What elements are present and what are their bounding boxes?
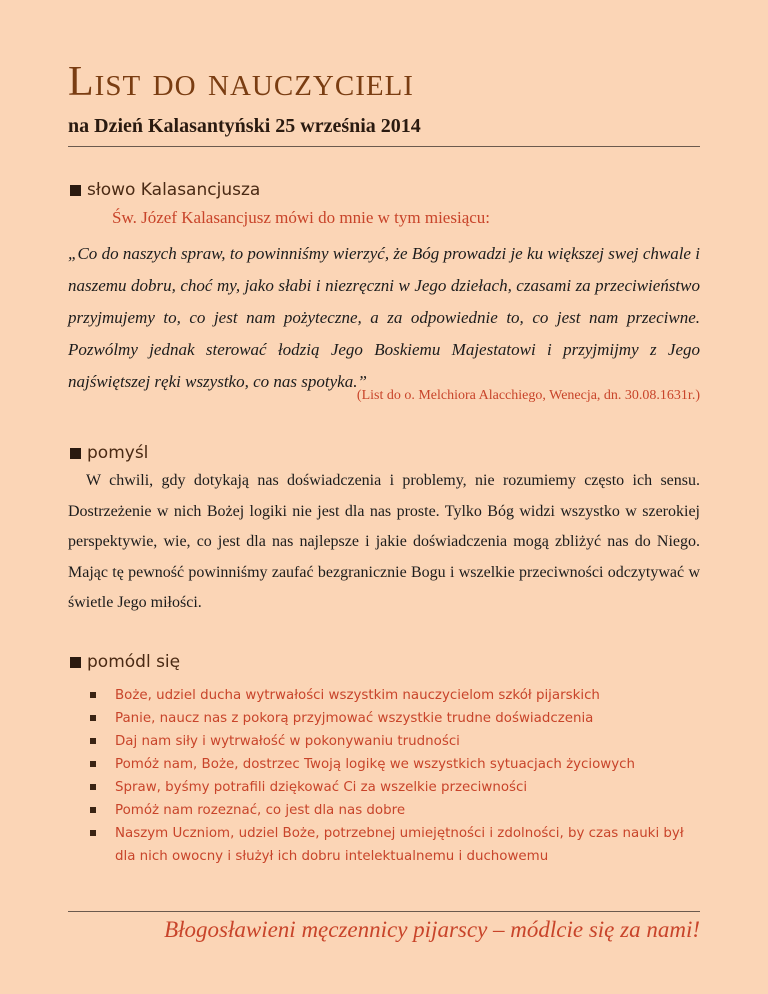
square-bullet-icon bbox=[90, 738, 96, 744]
section-heading-label: pomyśl bbox=[87, 443, 149, 463]
section-heading-think bbox=[70, 443, 148, 463]
header-divider bbox=[68, 146, 700, 147]
square-bullet-icon bbox=[90, 807, 96, 813]
quote-intro: Św. Józef Kalasancjusz mówi do mnie w tym miesiącu: bbox=[112, 208, 491, 227]
list-item: Boże, udziel ducha wytrwałości wszystkim nauczycielom szkół pijarskich bbox=[90, 684, 700, 707]
document-page bbox=[68, 0, 700, 994]
page-subtitle: na Dzień Kalasantyński 25 września 2014 bbox=[68, 115, 421, 137]
square-bullet-icon bbox=[90, 830, 96, 836]
list-item: Pomóż nam, Boże, dostrzec Twoją logikę we wszystkich sytuacjach życiowych bbox=[90, 753, 700, 776]
prayer-list bbox=[90, 684, 700, 868]
section-heading-word bbox=[70, 180, 260, 200]
section-heading-label: pomódl się bbox=[87, 652, 181, 672]
square-bullet-icon bbox=[90, 715, 96, 721]
footer-invocation: Błogosławieni męczennicy pijarscy – módlcie się za nami! bbox=[164, 917, 700, 942]
section-heading-pray bbox=[70, 652, 180, 672]
list-item: Spraw, byśmy potrafili dziękować Ci za wszelkie przeciwności bbox=[90, 776, 700, 799]
list-item: Pomóż nam rozeznać, co jest dla nas dobre bbox=[90, 799, 700, 822]
square-bullet-icon bbox=[70, 657, 81, 668]
square-bullet-icon bbox=[90, 784, 96, 790]
list-item: Naszym Uczniom, udziel Boże, potrzebnej umiejętności i zdolności, by czas nauki był dla nich owocny i służył ich dobru intelektualnemu i duchowemu bbox=[90, 822, 700, 868]
reflection-text: W chwili, gdy dotykają nas doświadczenia i problemy, nie rozumiemy często ich sensu. Dostrzeżenie w nich Bożej logiki nie jest dla nas proste. Tylko Bóg widzi wszystko w szerokiej perspektywie, wie, co jest dla nas najlepsze i jakie doświadczenia mogą zbliżyć nas do Niego. Mając tę pewność powinniśmy zaufać bezgranicznie Bogu i wszelkie przeciwności odczytywać w świetle Jego miłości. bbox=[68, 472, 700, 611]
list-item: Panie, naucz nas z pokorą przyjmować wszystkie trudne doświadczenia bbox=[90, 707, 700, 730]
square-bullet-icon bbox=[90, 761, 96, 767]
quote-text: „Co do naszych spraw, to powinniśmy wierzyć, że Bóg prowadzi je ku większej swej chwale i naszemu dobru, choć my, jako słabi i niezręczni w Jego dziełach, czasami za przeciwieństwo przyjmujemy to, co jest nam pożyteczne, a za odpowiednie to, co jest nam przeciwne. Pozwólmy jednak sterować łodzią Jego Boskiemu Majestatowi i przyjmijmy z Jego najświętszej ręki wszystko, co nas spotyka.” bbox=[68, 244, 700, 391]
list-item: Daj nam siły i wytrwałość w pokonywaniu trudności bbox=[90, 730, 700, 753]
footer-divider bbox=[68, 911, 700, 912]
square-bullet-icon bbox=[70, 448, 81, 459]
page-title: List do nauczycieli bbox=[68, 59, 414, 105]
section-heading-label: słowo Kalasancjusza bbox=[87, 180, 261, 200]
square-bullet-icon bbox=[70, 185, 81, 196]
quote-source: (List do o. Melchiora Alacchiego, Wenecja, dn. 30.08.1631r.) bbox=[356, 388, 700, 403]
square-bullet-icon bbox=[90, 692, 96, 698]
